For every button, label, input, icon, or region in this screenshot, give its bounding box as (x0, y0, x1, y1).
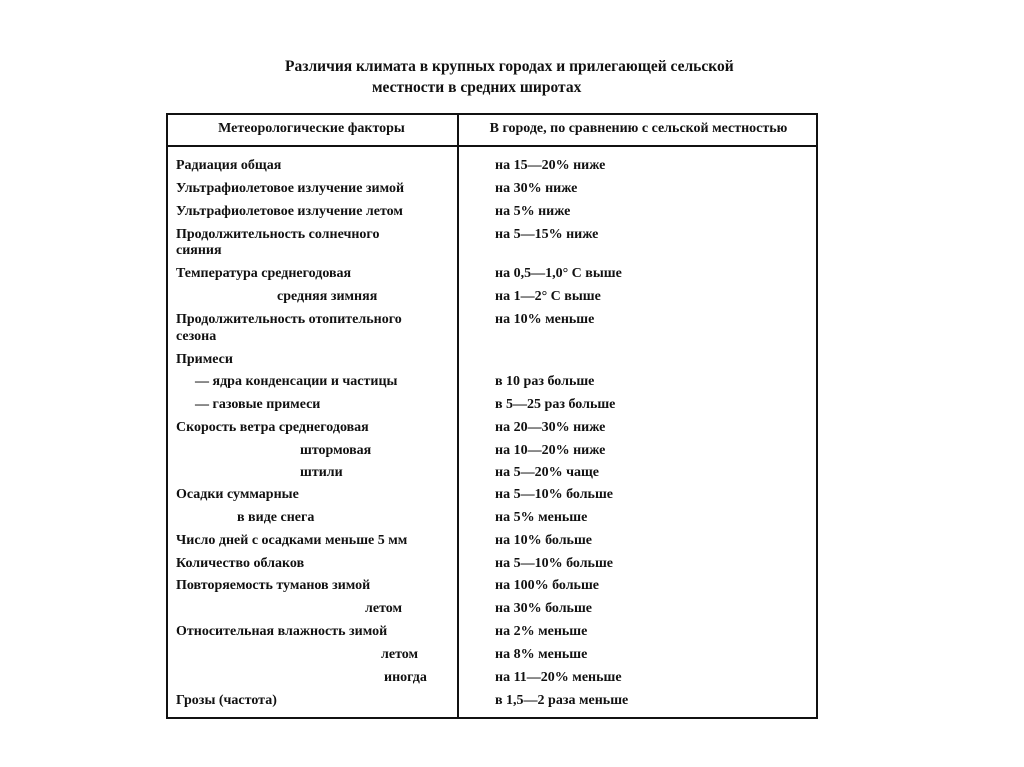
factor-cell: Грозы (частота) (176, 693, 277, 708)
value-cell: на 5—10% больше (495, 556, 613, 571)
factor-cell: летом (381, 647, 419, 662)
value-cell: на 11—20% меньше (495, 670, 622, 685)
factor-cell: штили (300, 465, 343, 480)
column-divider (457, 113, 459, 719)
factor-cell: Ультрафиолетовое излучение зимой (176, 181, 405, 196)
factor-cell: сияния (176, 243, 222, 258)
factor-cell: Продолжительность солнечного (176, 227, 380, 242)
value-cell: на 5% меньше (495, 510, 588, 525)
header-divider (166, 145, 818, 147)
value-cell: на 0,5—1,0° С выше (495, 266, 622, 281)
value-cell: на 1—2° С выше (495, 289, 601, 304)
factor-cell: летом (365, 601, 403, 616)
value-cell: в 1,5—2 раза меньше (495, 693, 629, 708)
title-line-1: Различия климата в крупных городах и прилегающей сельской (285, 58, 734, 75)
factor-cell: в виде снега (237, 510, 315, 525)
value-cell: на 100% больше (495, 578, 599, 593)
factor-cell: штормовая (300, 443, 372, 458)
factor-cell: Число дней с осадками меньше 5 мм (176, 533, 408, 548)
value-cell: на 5% ниже (495, 204, 571, 219)
value-cell: на 5—20% чаще (495, 465, 599, 480)
factor-cell: Относительная влажность зимой (176, 624, 388, 639)
value-cell: на 8% меньше (495, 647, 588, 662)
value-cell: на 10% больше (495, 533, 592, 548)
value-cell: на 30% больше (495, 601, 592, 616)
value-cell: на 20—30% ниже (495, 420, 606, 435)
factor-cell: Повторяемость туманов зимой (176, 578, 371, 593)
value-cell: на 5—10% больше (495, 487, 613, 502)
factor-cell: Температура среднегодовая (176, 266, 352, 281)
title-line-2: местности в средних широтах (372, 79, 582, 96)
factor-cell: Продолжительность отопительного (176, 312, 402, 327)
factor-cell: — газовые примеси (195, 397, 321, 412)
factor-cell: — ядра конденсации и частицы (195, 374, 398, 389)
factor-cell: иногда (384, 670, 427, 685)
header-factors: Метеорологические факторы (218, 121, 405, 136)
factor-cell: Осадки суммарные (176, 487, 299, 502)
value-cell: на 10% меньше (495, 312, 595, 327)
factor-cell: Количество облаков (176, 556, 305, 571)
value-cell: в 5—25 раз больше (495, 397, 616, 412)
factor-cell: сезона (176, 329, 217, 344)
factor-cell: Скорость ветра среднегодовая (176, 420, 369, 435)
value-cell: на 15—20% ниже (495, 158, 606, 173)
value-cell: на 30% ниже (495, 181, 578, 196)
factor-cell: Ультрафиолетовое излучение летом (176, 204, 403, 219)
factor-cell: Радиация общая (176, 158, 282, 173)
factor-cell: Примеси (176, 352, 233, 367)
value-cell: в 10 раз больше (495, 374, 595, 389)
header-comparison: В городе, по сравнению с сельской местностью (489, 121, 788, 136)
value-cell: на 2% меньше (495, 624, 588, 639)
value-cell: на 10—20% ниже (495, 443, 606, 458)
value-cell: на 5—15% ниже (495, 227, 599, 242)
factor-cell: средняя зимняя (277, 289, 378, 304)
